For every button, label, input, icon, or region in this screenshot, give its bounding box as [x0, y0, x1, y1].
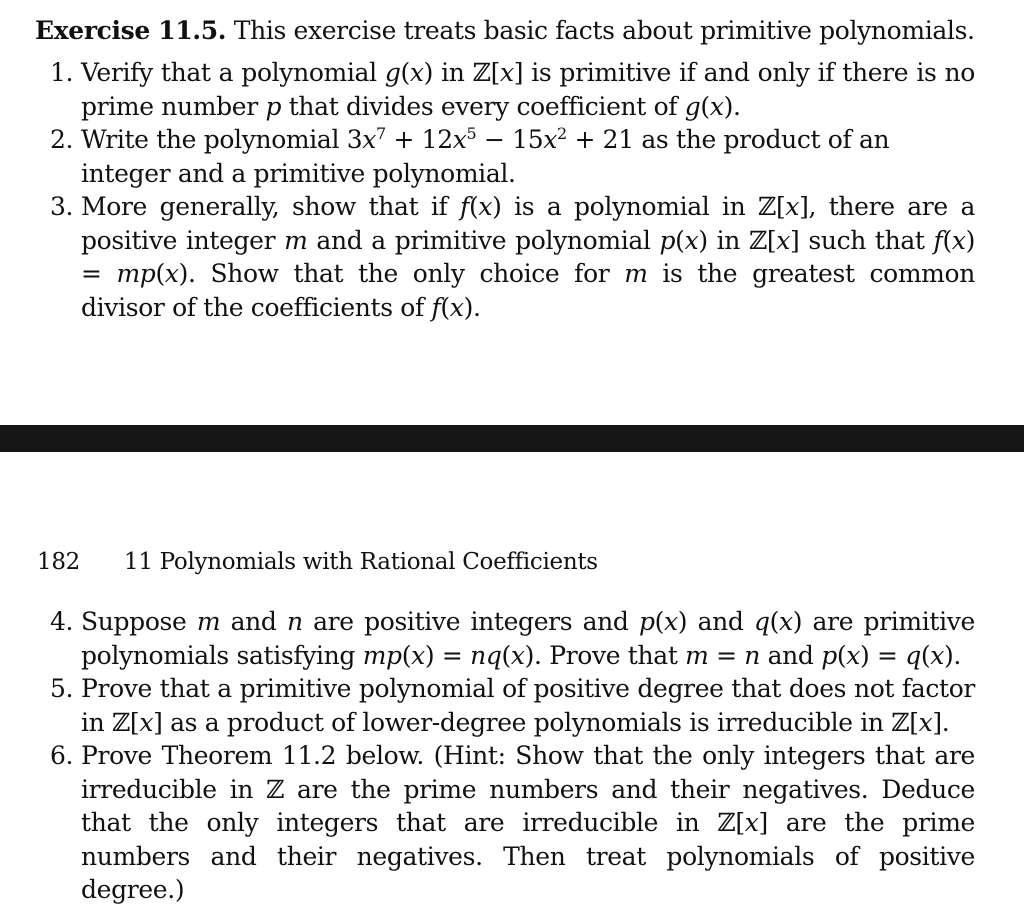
page-number: 182 — [37, 549, 80, 575]
item-number: 4. — [50, 607, 74, 636]
exercise-label: Exercise 11.5. — [35, 16, 227, 45]
exercise-heading — [35, 12, 975, 50]
list-item: 4. Suppose m and n are positive integers and p(x) and q(x) are primitive polynomials satisfying mp(x) = nq(x). Prove that m = n and p(x) = q(x). — [50, 607, 975, 670]
item-number: 6. — [50, 741, 74, 770]
running-head — [37, 548, 598, 576]
exercise-block-continued — [35, 605, 975, 907]
item-number: 5. — [50, 674, 74, 703]
list-item: 2. Write the polynomial $3x^7 + 12x^5 - 15x^2 + 21$ as the product of an integer and a primitive polynomial. — [50, 124, 890, 188]
item-number: 2. — [50, 125, 74, 154]
exercise-list-part-2 — [35, 605, 975, 907]
exercise-block — [35, 12, 975, 324]
list-item: 3. More generally, show that if f(x) is a polynomial in ℤ[x], there are a positive integer m and a primitive polynomial p(x) in ℤ[x] such that f(x) = mp(x). Show that the only choice for m is the greatest common divisor of the coefficients of f(x). — [50, 192, 975, 322]
item-number: 1. — [50, 58, 74, 87]
list-item: 5. Prove that a primitive polynomial of positive degree that does not factor in ℤ[x] as a product of lower-degree polynomials is irreducible in ℤ[x]. — [50, 674, 975, 737]
list-item: 1. Verify that a polynomial g(x) in ℤ[x] is primitive if and only if there is no prime number p that divides every coefficient of g(x). — [50, 58, 975, 121]
chapter-title: 11 Polynomials with Rational Coefficients — [124, 549, 598, 575]
exercise-list-part-1 — [35, 56, 975, 324]
exercise-intro: This exercise treats basic facts about primitive polynomials. — [233, 16, 975, 45]
item-number: 3. — [50, 192, 74, 221]
page-divider — [0, 425, 1024, 452]
list-item: 6. Prove Theorem 11.2 below. (Hint: Show that the only integers that are irreducible in ℤ are the prime numbers and their negatives. Deduce that the only integers that are irreducible in ℤ[x] are the prime numbers and their negatives. Then treat polynomials of positive degree.) — [50, 741, 976, 904]
